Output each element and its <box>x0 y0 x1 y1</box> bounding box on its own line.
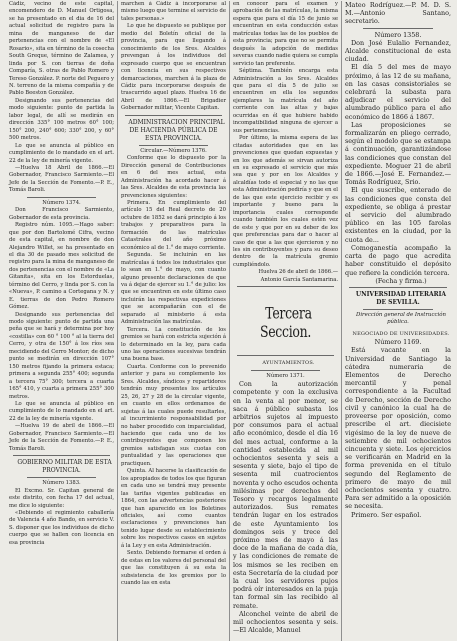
circular-continued: en conocer para el examen y aprobación de las matrículas, la misma espera que para el día 15 de junio se encuentran en esta conducción estas matrículas todas las de los pueblos de esta provincia; para que no se permita después la adopción de medidas severas cuando nadie quiera se cumpla servicio tan preferente. <box>233 1 339 67</box>
circular-signature: Huelva 26 de abril de 1866.—Antonio García Santamarina. <box>258 269 338 283</box>
announcement-text: Lo que se anuncia al público en cumplimiento de lo mandado en el art. 22 de la ley de minería vigente. <box>9 401 114 422</box>
section-heading-university: UNIVERSIDAD LITERARIA DE SEVILLA. <box>355 290 447 306</box>
circular-point-3: Tercera. La constitución de los gremios se hará con estricta sujeción á lo determinado en la ley, para cada uno las operaciones sucesivas tendrán una buena base. <box>121 326 226 363</box>
military-order-publication: Lo que he dispuesto se publique por medio del Boletín oficial de la provincia, para que llegando á conocimiento de los Sres. Alcaldes prevengan á los individuos del expresado cuerpo que se encuentran con licencia en sus respectivos demarcaciones, marchen á la plaza de Cádiz para incorporarse después de trascurrido aquel plazo. Huelva 16 de Abril de 1866.—El Brigadier Gobernador militar, Vicente Capitan. <box>121 23 226 112</box>
military-order-text: El Excmo. Sr. Capitan general de este distrito, con fecha 17 del actual, me dice lo siguiente: <box>9 487 114 509</box>
divider <box>237 355 334 356</box>
notice-number: Número 1371. <box>266 372 305 379</box>
tax-auction-signature: Alconchel veinte de abril de mil ochocientos sesenta y seis.—El Alcalde, Manuel <box>233 609 338 635</box>
divider <box>363 28 433 29</box>
section-title-third: Tercera Seccion. <box>259 303 312 341</box>
circular-intro: Conforme que lo dispuesto por la Dirección general de Contribuciones en 6 del mes actual, esta Administración ha acordado hacer á las Sres. Alcaldes de esta provincia las prevenciones siguientes: <box>121 155 226 199</box>
auction-signature-continued: Mateo Rodríguez.—P. M. D. S. M.—Antonio Santano, secretario. <box>345 1 451 26</box>
notice-number: Número 1358. <box>374 30 422 39</box>
military-order-quote: «Debiendo el regimiento caballería de Valencia 4 año Bando, en servicio V. S. disponer que los individuos de dicho cuerpo que se hallen con licencia en esa provincia <box>9 510 114 546</box>
divider <box>349 287 447 288</box>
divider <box>27 197 96 198</box>
lighting-bid-model: El que suscribe, enterado de las condiciones que consta del expediente, se obliga á prestar el servicio del alumbrado público en las 105 farolas existentes en la ciudad, por la cuota de... <box>345 186 451 244</box>
university-department: NEGOCIADO DE UNIVERSIDADES. <box>352 330 450 337</box>
announcement-text: Lo que se anuncia al público en cumplimiento de lo mandado en el art. 22 de la ley de minería vigente. <box>9 142 114 164</box>
circular-number: Circular.—Número 1376. <box>140 147 207 154</box>
tax-auction-text: Con la autorización competente y con la exclusiva en la venta al por menor, se saca á público subasta los arbitrios sujetos al impuesto por consumos para el actual año económico, desde el día 16 del mes actual, conforme a la cantidad establecida al mil ochocientos sesenta y seis a sesenta y siete, bajo el tipo de sesenta mil cuatrocientos noventa y ocho escudos ochenta milésimas por derechos del Tesoro y recargos legalmente autorizados. Sus remates tendrán lugar en los estrados de este Ayuntamiento los domingos seis y trece del próximo mes de mayo á las doce de la mañana de cada día, y las condiciones de remate de los mismos se les reciben en esta Secretaría de la ciudad por la cual los servidores pujos podrá oír interesados en la puja tan formal sin las recibido al remate. <box>233 380 338 610</box>
section-heading-administration: ADMINISTRACION PRINCIPAL DE HACIENDA PÚBLICA DE ESTA PROVINCIA. <box>128 118 225 142</box>
divider <box>363 309 433 310</box>
military-order-continued: marchen á Cádiz á incorporarse al mismo luego que termine el servicio de tales personas.» <box>121 1 226 22</box>
mayor-intro: Don José Eulalio Fernandez, Alcalde constitucional de esta ciudad. <box>345 38 451 64</box>
section-heading-military: GOBIERNO MILITAR DE ESTA PROVINCIA. <box>17 459 112 475</box>
chair-vacancy-text: Está vacante en la Universidad de Santiago la cátedra numeraria de Elementos de Derecho mercantil y penal correspondiente a la Facultad de Derecho, sección de Derecho civil y canónico la cual ha de proveerse por oposición, como prescribe el art. diecisiete vigésimo de la ley de nueve de setiembre de mil ochocientos cincuenta y siete. Los ejercicios se verificarán en Madrid en la forma prevenida en el título segundo del Reglamento de primero de mayo de mil ochocientos sesenta y cuatro. Para ser admitido a la oposición se necesita. <box>345 346 451 511</box>
divider <box>13 455 110 456</box>
circular-point-2: Segunda. Se incluirán en las matrículas á todos los industriales que lo sean en 1.° de mayo, con cuanto alguno presente declaraciones de que va á dejar de ejercer su 1.° de julio: los que se encuentren en este último caso incluirán las respectivas expediciones que se acompañarán con el de separado al ministerio á esta Administración las matrículas. <box>121 252 226 326</box>
announcement-signature: —Huelva 19 de abril de 1866.—El Gobernador, Francisco Sarmiento.—El Jefe de la Sección de Fomento.—P. E., Tomás Baroli. <box>9 423 114 452</box>
requirement-1: Primero. Ser español. <box>351 510 422 519</box>
notice-number: Número 1169. <box>374 338 422 347</box>
governor-intro: Don Francisco Sarmiento, Gobernador de esta provincia. <box>9 207 114 221</box>
date-signature-placeholder: (Fecha y firma.) <box>375 276 427 285</box>
section-heading-councils: AYUNTAMIENTOS. <box>262 360 315 367</box>
lighting-bid-deposit: Comoganestía acompaño la carta de pago que acredita haber constituido el depósito que refiere la condición tercera. <box>345 243 451 277</box>
announcement-signature: —Huelva 18 Abril de 1866.—El Gobernador, Francisco Sarmiento.—El Jefe de la Sección de Fomento.—P. E., Tomás Baroli. <box>9 164 114 194</box>
divider <box>139 145 208 146</box>
divider <box>125 115 222 116</box>
notice-number: Número 1383. <box>42 480 81 487</box>
university-subheading: Dirección general de Instrucción pública. <box>356 311 446 326</box>
notice-number: Número 1374. <box>42 199 81 206</box>
circular-point-1: Primera. En cumplimiento del artículo 15 del Real decreto de 20 octubre de 1852 se dará principio á los trabajos y preparativos para la formación de las matrículas Catastrales del año próximo económico al de 1.° de mayo corriente. <box>121 199 226 251</box>
circular-closing: Por último, la misma espera de las citadas autoridades que en las prevenciones que quedan expuestas y en los que además se sirvan autoriza en su expresado el servicio que más sea que y por en los Alcaldes y alcaldías todo el especial y no las que esta Administración pediría y que en el de las que este ejercicio recibir y es importante y bueno para la importancia cuales corresponde cuando también los cuales estén vez de este y que por en su deber de los que preferencias para dar o hacer al caso de que a las que ejercieron y no les sin contribuyentes y para su deseo dentro de la matrícula gremio cumpliéndolo. <box>233 135 338 268</box>
registry-1095-text: Registro núm. 1095.—Hago saber: que por don Bartolomé Cifra, vecino de esta capital, en nombre de don Alejandro Willet, se ha presentado en el dia 30 de pasado mes solicitud de registro para la mina de manganeso de dos pertenencias con el nombre de «La Gitanita», sita en los Estorduelas, término del Cerro, y linda por S. con la «Nueva», P. camino a Cortegana y N. y E. tierras de don Pedro Romero Gómez. <box>9 222 114 311</box>
divider <box>237 286 334 287</box>
circular-point-6: Sexto. Debiendo formarse el orden á de estas en los valores del personal del que las constituyen á su esta la subsistencia de los gremios por lo cuando las en esta <box>121 550 226 587</box>
mine-registry-boundaries: Designando sus pertenencias del modo siguiente: punto de partida la labor legal, de allí se medirán en dirección 335° 100 metros 60° 100; 150° 200, 240° 600; 330° 200, y 60° 500 metros. <box>9 97 114 142</box>
divider <box>251 370 320 371</box>
lighting-auction-text: El día 5 del mes de mayo próximo, á las 12 de su mañana, en las casas consistoriales se celebrará la subasta para adjudicar el servicio del alumbrado público para el año económico de 1866 á 1867. <box>345 63 451 121</box>
lighting-auction-terms: Las proposiciones se formalizarán en pliego cerrado, según el modelo que se estampa á continuación, garantizándose las condiciones que constan del expediente. Moguer 21 de abril de 1866.—José E. Fernandez.—Tomás Rodríguez, Srio. <box>345 120 451 187</box>
circular-point-5: Quinta. Al hacerse la clasificación de los apropiados de todos los que figuran en cada uno se tendrá muy presente las tarifas vigentes publicadas en 1864, con las advertencias posteriores que han aparecido en los Boletines oficiales, así como cuantos esclaraciones y prevenciones han tenido lugar desde su establecimiento sobre los respectivos casos en sujetos á la Ley y en esta Administración. <box>121 468 226 549</box>
registry-1095-boundaries: Designando sus pertenencias del modo siguiente: punto de partida una peña que se hará y determina por hoy «costilla» con 60 ° 100 ° al la tierra del Cerro, y otra de 150° á los ríos sea mecidiendo del Cerro Montor; de dicho punto se medirán en dirección 107° 150 metros fijando la primera estaca; primera a segunda 255° 400; segunda a tercera 75° 300; tercera a cuarta 165° 410, y cuarta a primera 255° 300 metros. <box>9 311 115 400</box>
circular-point-7: Séptima. También encarga esta Administración a los Sres. Alcaldes que para el día 5 de julio se encuentren en ella los segundos ejemplares la matrícula del año corriente con las altas y bajas ocurridas en él que hubiere habido incompatibilidad ninguna de ejercer a sus pertenencias. <box>233 68 338 134</box>
mine-registry-text: Cádiz, vecino de este capital, encomendero de D. Manuel Ortigosa, se ha presentado en el dia de 16 del actual solicitud de registro para la mina de manganeso de dar pertenencias con el nombre de «El Rosario», sita en término de la cosecha South Greque, término de Zalamea, y linda por S. con tierras de doña Comparía, S. otras de Pablo Romero y Tereso González. P. norte del Peguero y N. terreno de la misma compañía y de Pablo Beeston González. <box>9 1 114 97</box>
divider <box>27 477 96 478</box>
circular-point-4: Cuarta. Conforme con lo prevenido anterior y para su complemento los Sres. Alcaldes, síndicos y repartidores tendrán muy presentes los artículos 25, 26, 27 y 28 de la circular vigente, en cuanto en ellos ordenamos de sujetas á las cuales puede resultarles, al incurrimiento responsabilidad por no haber procedido con imparcialidad, haciendo que cada uno de los contribuyentes que componen los gremios satisfagan sus cuotas con puntualidad y las operaciones que practiquen. <box>121 363 226 467</box>
column-1 <box>6 1 118 641</box>
column-2 <box>118 1 230 641</box>
column-3 <box>230 1 342 641</box>
column-4 <box>342 1 454 641</box>
